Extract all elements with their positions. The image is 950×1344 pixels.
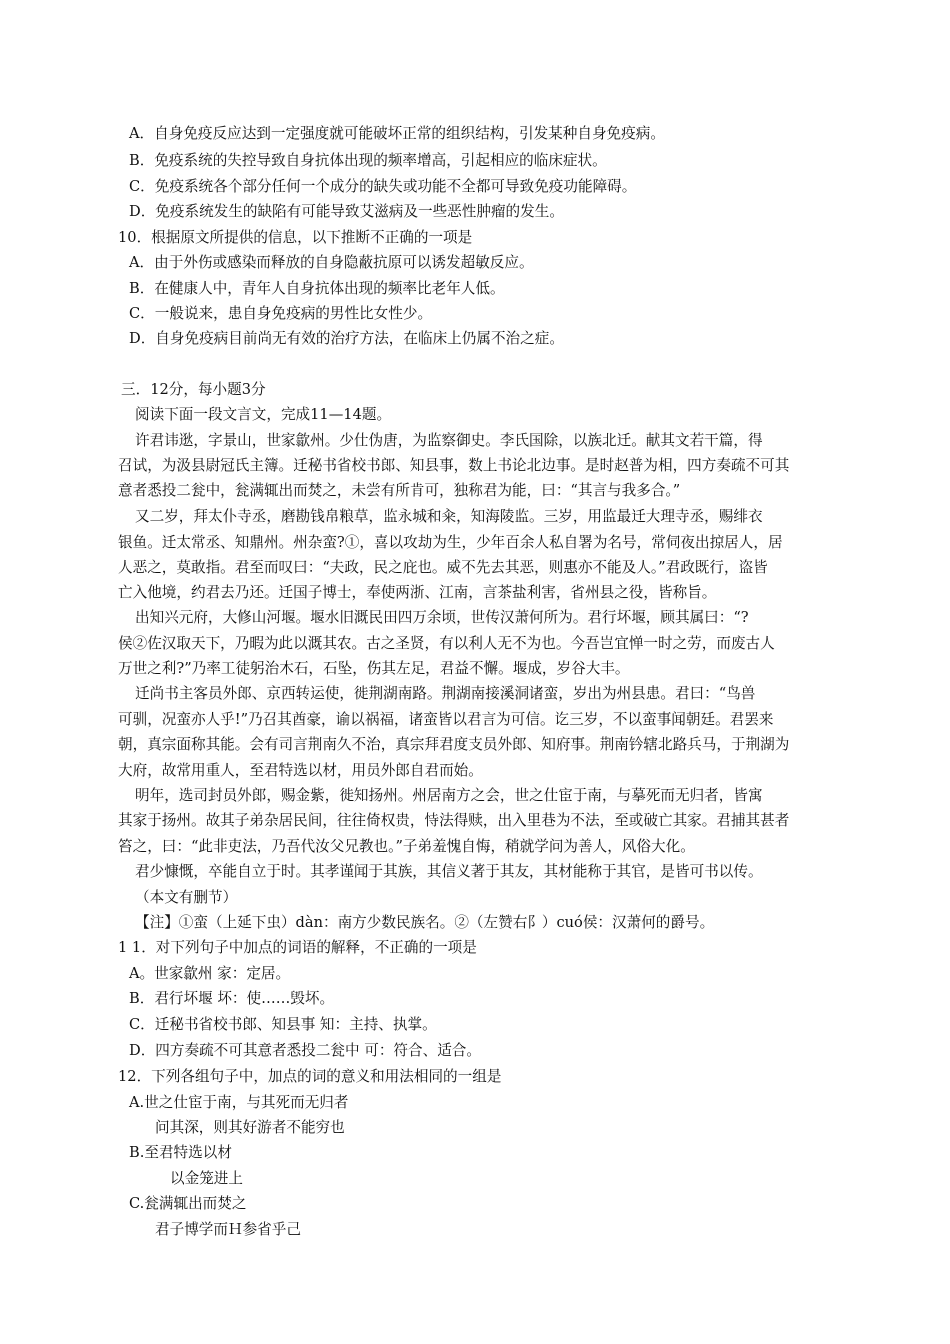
- q10-option-b: B．在健康人中，青年人自身抗体出现的频率比老年人低。: [129, 280, 505, 297]
- passage-line: 许君讳逖，字景山，世家歙州。少仕伪唐，为监察御史。李氏国除，以族北迁。献其文若干篇，得: [135, 432, 763, 449]
- q9-option-d: D．免疫系统发生的缺陷有可能导致艾滋病及一些恶性肿瘤的发生。: [129, 203, 564, 220]
- q12-stem: 12．下列各组句子中，加点的词的意义和用法相同的一组是: [118, 1068, 502, 1085]
- q11-stem: 1 1．对下列句子中加点的词语的解释，不正确的一项是: [118, 939, 477, 956]
- passage-line: 明年，选司封员外郎，赐金紫，徙知扬州。州居南方之会，世之仕宦于南，与摹死而无归者，皆寓: [135, 787, 763, 804]
- reading-instruction: 阅读下面一段文言文，完成11—14题。: [135, 406, 392, 423]
- passage-line: 召试，为汲县尉冠氏主簿。迁秘书省校书郎、知县事，数上书论北边事。是时赵普为相，四方奏疏不可其: [118, 457, 790, 474]
- passage-line: 其家于扬州。故其子弟杂居民间，往往倚权贵，恃法得赎，出入里巷为不法，至或破亡其家。君捕其甚者: [118, 812, 790, 829]
- q12-option-b-line2: 以金笼进上: [170, 1170, 243, 1187]
- q9-option-a: A．自身免疫反应达到一定强度就可能破坏正常的组织结构，引发某种自身免疫病。: [129, 125, 665, 142]
- passage-line: 人恶之，莫敢指。君至而叹曰：“夫政，民之庇也。威不先去其恶，则惠亦不能及人。”君政既行，盗皆: [118, 559, 768, 576]
- passage-line: 大府，故常用重人，至君特选以材，用员外郎自君而始。: [118, 762, 483, 779]
- section-heading: 三．12分，每小题3分: [121, 381, 266, 398]
- q11-option-a: A。世家歙州 家：定居。: [129, 965, 291, 982]
- passage-line: 又二岁，拜太仆寺丞，磨勘钱帛粮草，监永城和籴，知海陵监。三岁，用监最迁大理寺丞，赐绯衣: [135, 508, 763, 525]
- annotation-note: 【注】①蛮（上延下虫）dàn：南方少数民族名。②（左赞右阝）cuó侯：汉萧何的爵号。: [135, 914, 715, 931]
- q9-option-c: C．免疫系统各个部分任何一个成分的缺失或功能不全都可导致免疫功能障碍。: [129, 178, 637, 195]
- q12-option-a-line1: A.世之仕宦于南，与其死而无归者: [129, 1094, 349, 1111]
- passage-line: 君少慷慨，卒能自立于时。其孝谨闻于其族，其信义著于其友，其材能称于其官，是皆可书以传。: [135, 863, 763, 880]
- passage-line: 笞之，曰：“此非吏法，乃吾代汝父兄教也。”子弟羞愧自悔，稍就学问为善人，风俗大化。: [118, 838, 695, 855]
- passage-line: 意者悉投二瓮中，瓮满辄出而焚之，未尝有所肯可，独称君为能，曰：“其言与我多合。”: [118, 482, 681, 499]
- passage-line: 亡入他境，约君去乃还。迁国子博士，奉使两浙、江南，言茶盐利害，省州县之役，皆称旨。: [118, 584, 717, 601]
- q10-option-c: C．一般说来，患自身免疫病的男性比女性少。: [129, 305, 433, 322]
- q12-option-c-line1: C.瓮满辄出而焚之: [129, 1195, 247, 1212]
- q11-option-c: C．迁秘书省校书郎、知县事 知：主持、执掌。: [129, 1016, 437, 1033]
- q10-option-a: A．由于外伤或感染而释放的自身隐蔽抗原可以诱发超敏反应。: [129, 254, 534, 271]
- q10-option-d: D．自身免疫病目前尚无有效的治疗方法，在临床上仍属不治之症。: [129, 330, 564, 347]
- q11-option-d: D．四方奏疏不可其意者悉投二瓮中 可：符合、适合。: [129, 1042, 481, 1059]
- passage-line: 出知兴元府，大修山河堰。堰水旧溉民田四万余顷，世传汉萧何所为。君行坏堰，顾其属曰：“?: [135, 609, 749, 626]
- passage-line: 银鱼。迁太常丞、知鼎州。州杂蛮?①，喜以攻劫为生，少年百余人私自署为名号，常伺夜出掠居人，居: [118, 534, 783, 551]
- passage-line: 万世之利?”乃率工徒躬治木石，石坠，伤其左足，君益不懈。堰成，岁谷大丰。: [118, 660, 630, 677]
- q10-stem: 10．根据原文所提供的信息，以下推断不正确的一项是: [118, 229, 473, 246]
- q12-option-a-line2: 问其深，则其好游者不能穷也: [155, 1119, 345, 1136]
- passage-line: 侯②佐汉取天下，乃暇为此以溉其农。古之圣贤，有以利人无不为也。今吾岂宜惮一时之劳，而废古人: [118, 635, 775, 652]
- q11-option-b: B．君行坏堰 坏：使……毁坏。: [129, 990, 335, 1007]
- q12-option-b-line1: B.至君特选以材: [129, 1144, 232, 1161]
- passage-line: 可驯，况蛮亦人乎!”乃召其酋豪，谕以祸福，诸蛮皆以君言为可信。讫三岁，不以蛮事闻朝廷。君罢来: [118, 711, 774, 728]
- deletion-note: （本文有删节）: [135, 889, 238, 906]
- passage-line: 迁尚书主客员外郎、京西转运使，徙荆湖南路。荆湖南接溪洞诸蛮，岁出为州县患。君曰：“鸟兽: [135, 685, 756, 702]
- passage-line: 朝，真宗面称其能。会有司言荆南久不治，真宗拜君度支员外郎、知府事。荆南钤辖北路兵马，于荆湖为: [118, 736, 790, 753]
- q9-option-b: B．免疫系统的失控导致自身抗体出现的频率增高，引起相应的临床症状。: [129, 152, 607, 169]
- q12-option-c-line2: 君子博学而Ｈ参省乎己: [155, 1221, 301, 1238]
